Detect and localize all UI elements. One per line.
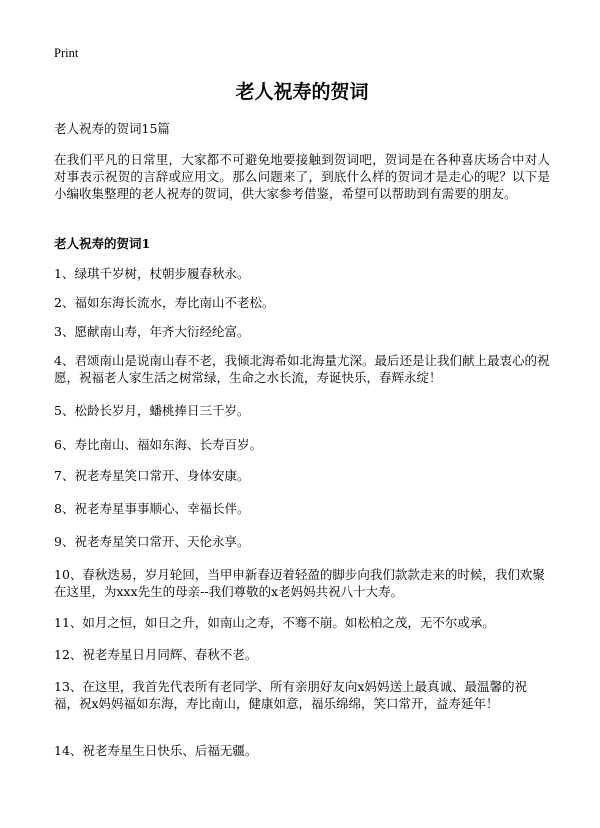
- list-item: 4、君颂南山是说南山春不老，我倾北海希如北海量尤深。最后还是让我们献上最衷心的祝愿，祝福老人家生活之树常绿，生命之水长流，寿诞快乐，春辉永绽！: [54, 353, 550, 385]
- list-item: 1、绿琪千岁树，杖朝步履春秋永。: [54, 266, 250, 281]
- list-item: 9、祝老寿星笑口常开、天伦永享。: [54, 534, 250, 549]
- intro-paragraph: 在我们平凡的日常里，大家都不可避免地要接触到贺词吧，贺词是在各种喜庆场合中对人对事表示祝贺的言辞或应用文。那么问题来了，到底什么样的贺词才是走心的呢？以下是小编收集整理的老人祝寿的贺词，供大家参考借鉴，希望可以帮助到有需要的朋友。: [54, 152, 550, 201]
- list-item: 6、寿比南山、福如东海、长寿百岁。: [54, 437, 262, 452]
- section-heading: 老人祝寿的贺词1: [54, 236, 151, 251]
- list-item: 13、在这里，我首先代表所有老同学、所有亲朋好友向x妈妈送上最真诚、最温馨的祝福，祝x妈妈福如东海，寿比南山，健康如意，福乐绵绵，笑口常开，益寿延年！: [54, 679, 527, 711]
- list-item: 10、春秋迭易，岁月轮回，当甲申新春迈着轻盈的脚步向我们款款走来的时候，我们欢聚在这里，为xxx先生的母亲--我们尊敬的x老妈妈共祝八十大寿。: [54, 567, 545, 599]
- subtitle: 老人祝寿的贺词15篇: [54, 121, 170, 136]
- list-item: 14、祝老寿星生日快乐、后福无疆。: [54, 743, 258, 758]
- list-item: 7、祝老寿星笑口常开、身体安康。: [54, 468, 250, 483]
- page-title: 老人祝寿的贺词: [235, 81, 369, 103]
- list-item: 11、如月之恒，如日之升，如南山之寿，不骞不崩。如松柏之茂，无不尔或承。: [54, 615, 495, 630]
- list-item: 3、愿献南山寿，年齐大衍经纶富。: [54, 324, 250, 339]
- list-item: 2、福如东海长流水，寿比南山不老松。: [54, 295, 275, 310]
- list-item: 5、松龄长岁月，蟠桃捧日三千岁。: [54, 403, 250, 418]
- list-item: 8、祝老寿星事事顺心、幸福长伴。: [54, 501, 250, 516]
- print-link[interactable]: Print: [54, 46, 79, 60]
- list-item: 12、祝老寿星日月同辉、春秋不老。: [54, 647, 258, 662]
